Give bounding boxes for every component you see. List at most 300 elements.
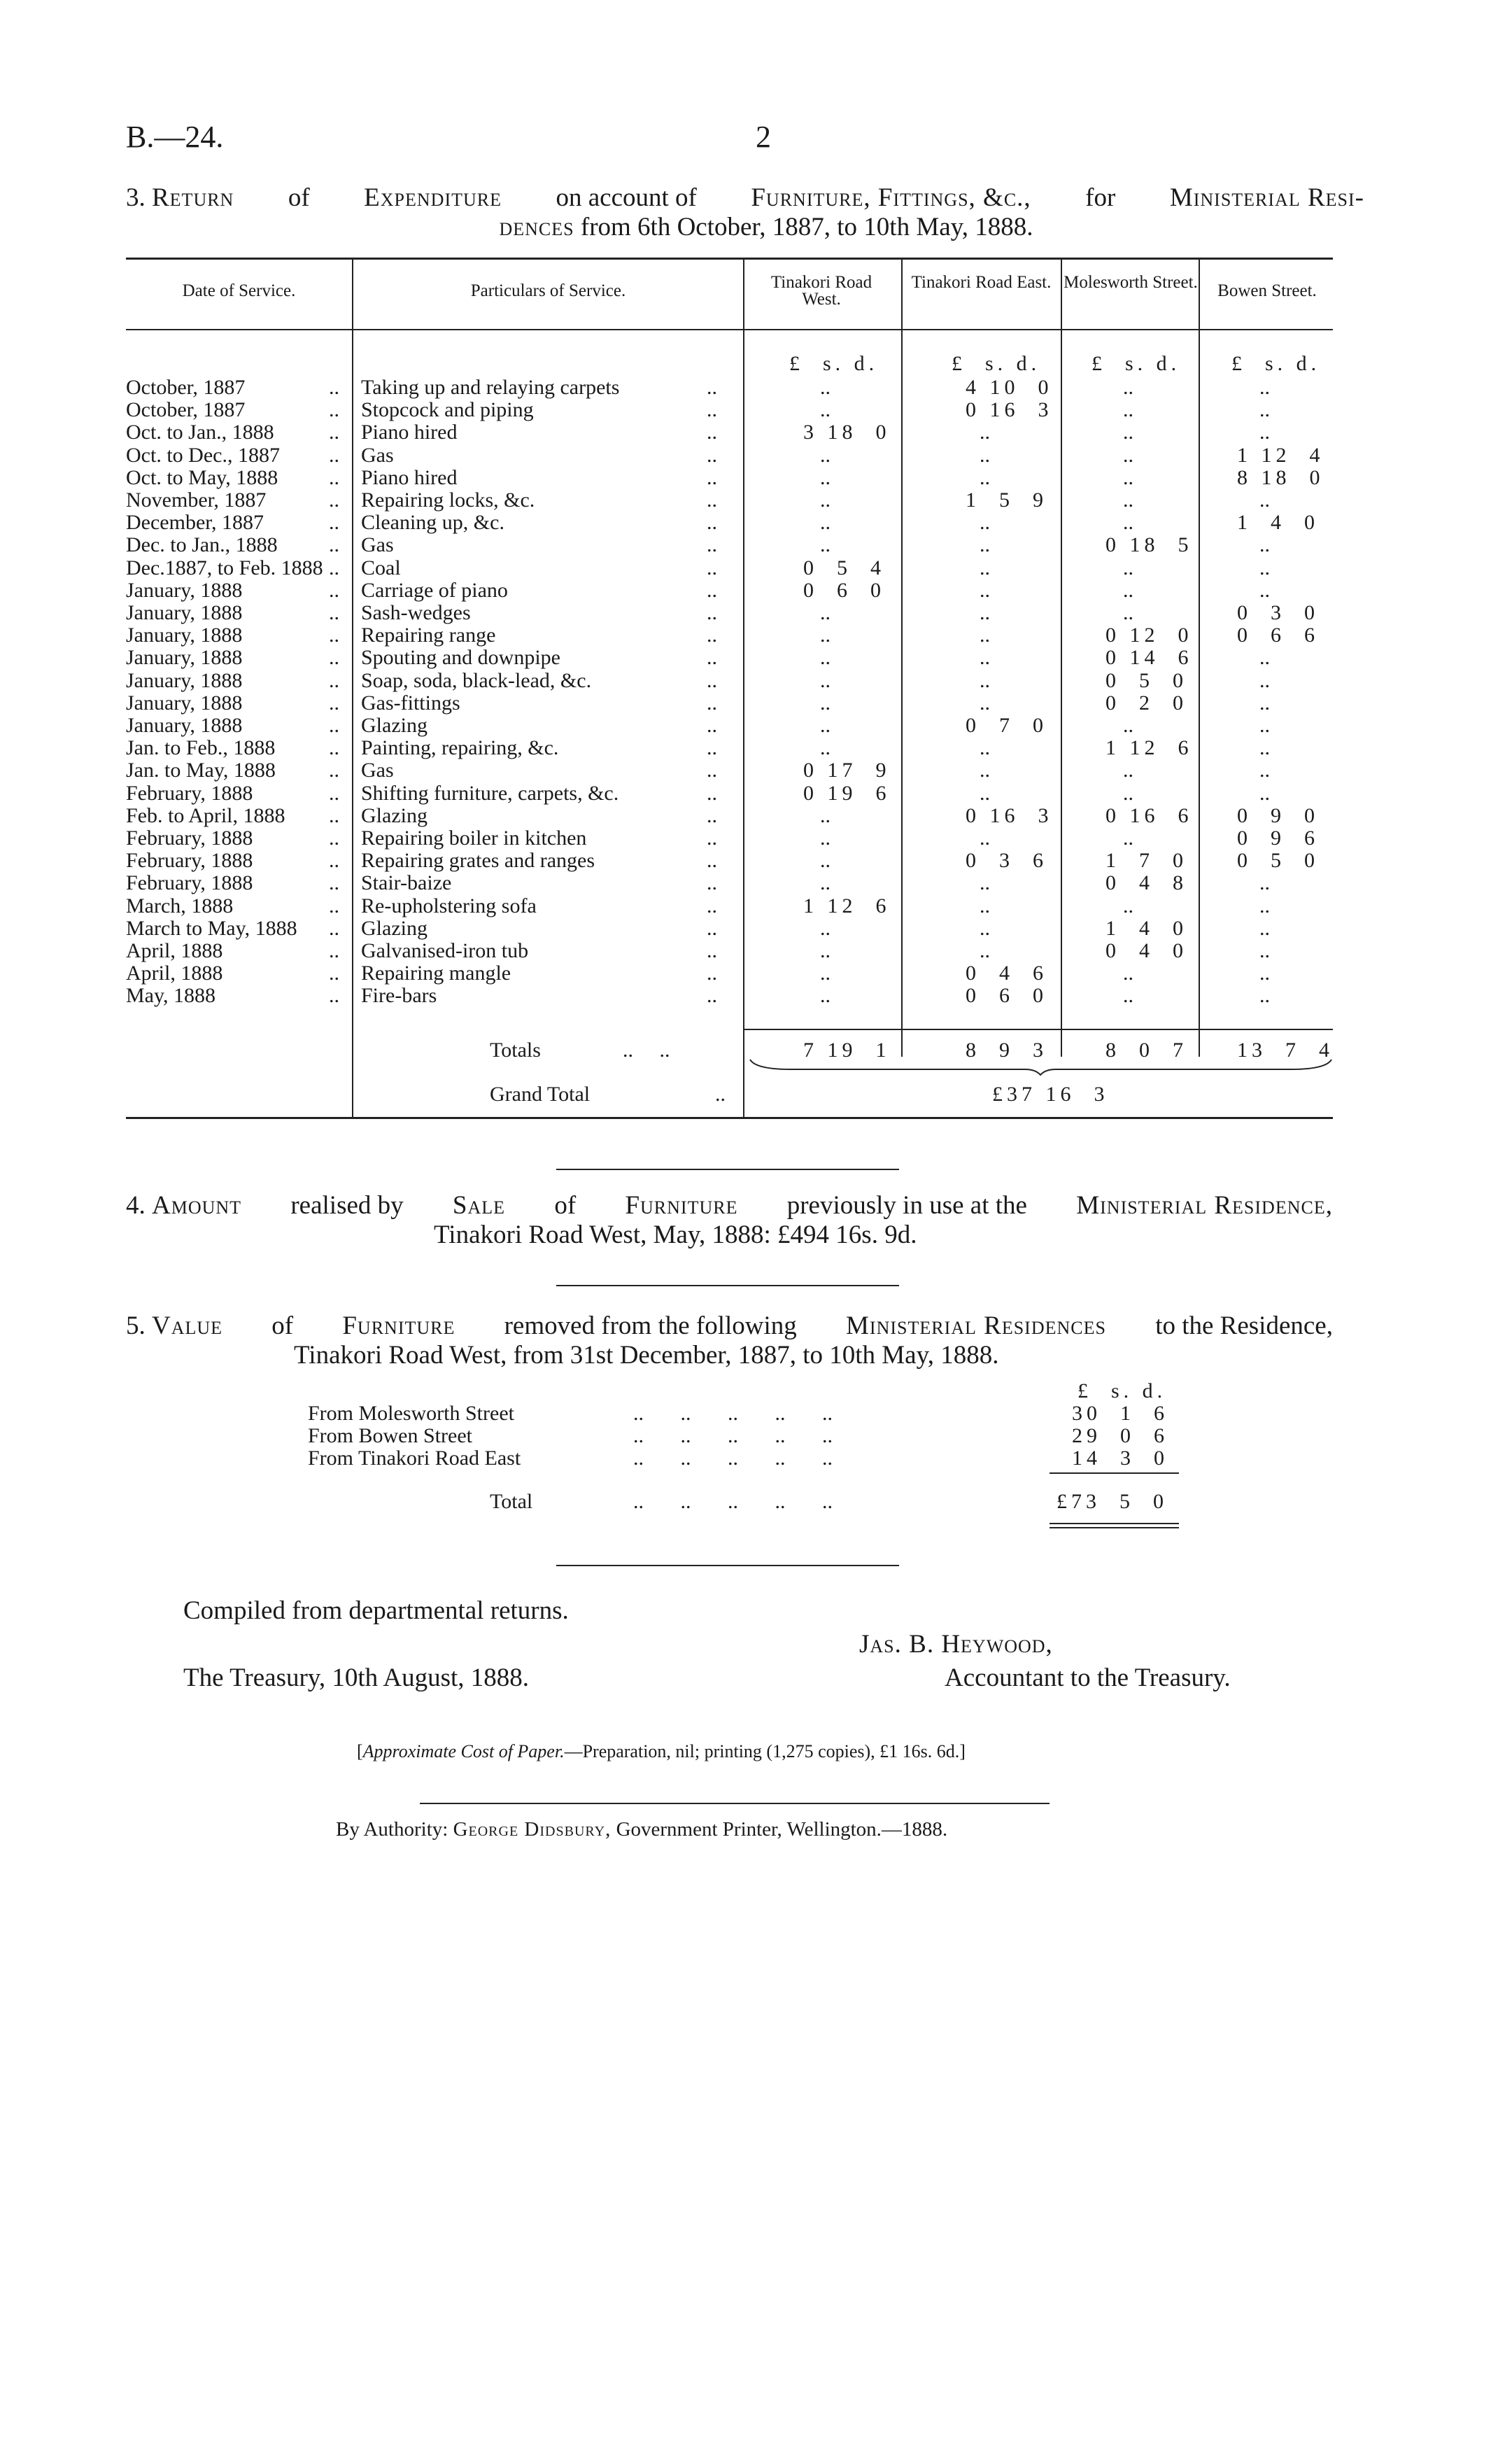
leader-dots: .. [329,939,339,962]
leader-dots: .. [329,691,339,715]
double-rule [1050,1523,1179,1524]
row-date: February, 1888 [126,849,253,872]
leader-dots: .. [329,962,339,985]
leader-dots: .. [707,646,717,669]
leader-dots: .. [329,736,339,759]
leader-dots: .. [329,533,339,556]
text-run: Tinakori Road West, May, 1888: £494 16s. 9d. [434,1221,917,1249]
leader-dots: .. [329,624,339,647]
removal-item-amount: 14 3 0 [1072,1447,1168,1470]
treasury-date: The Treasury, 10th August, 1888. [183,1663,530,1692]
leader-dots: .. [707,984,717,1007]
row-amount-w: .. [820,871,831,894]
row-particulars: Piano hired [361,466,458,489]
title-word: Expenditure [364,183,502,212]
title-word: from 6th October, 1887, to 10th May, 1888. [580,213,1033,241]
row-particulars: Taking up and relaying carpets [361,376,620,399]
row-amount-m: 1 12 6 [1105,736,1193,759]
title-word: for [1085,183,1116,212]
row-date: February, 1888 [126,782,253,805]
sum-rule [1050,1472,1179,1474]
row-amount-w: .. [820,533,831,556]
leader-dots: .. [707,917,717,940]
row-date: February, 1888 [126,871,253,894]
row-amount-w: 0 19 6 [803,782,891,805]
printer-name: George Didsbury, [453,1818,612,1841]
leader-dots: .. [707,444,717,467]
row-amount-b: .. [1259,398,1270,421]
row-amount-e: 0 16 3 [966,398,1053,421]
row-amount-m: .. [1123,556,1133,579]
row-amount-e: .. [980,511,990,534]
row-particulars: Coal [361,556,401,579]
row-amount-w: .. [820,376,831,399]
leader-dots: .. [329,826,339,850]
row-amount-b: .. [1259,984,1270,1007]
section-separator [556,1285,899,1286]
text-run: Amount [152,1191,242,1220]
currency-header: £ s. d. [1091,352,1181,375]
leader-dots: .. [715,1083,726,1106]
row-particulars: Carriage of piano [361,579,508,602]
row-amount-m: 0 12 0 [1105,624,1193,647]
table-header-rule [126,329,1333,330]
row-amount-m: .. [1123,962,1133,985]
row-amount-e: .. [980,624,990,647]
currency-header: £ s. d. [1231,352,1321,375]
leader-dots: .. [329,849,339,872]
row-amount-e: 4 10 0 [966,376,1053,399]
title-word: on account of [556,183,697,212]
row-particulars: Galvanised-iron tub [361,939,529,962]
row-particulars: Gas-fittings [361,691,460,715]
leader-dots: .. [707,736,717,759]
leader-dots: .. [707,669,717,692]
row-amount-w: .. [820,691,831,715]
row-amount-w: .. [820,398,831,421]
text-run: Value [152,1311,223,1340]
row-amount-m: .. [1123,782,1133,805]
row-amount-w: .. [820,826,831,850]
row-amount-w: 0 6 0 [803,579,885,602]
section-separator [556,1565,899,1566]
section-4-number: 4. [126,1191,146,1220]
row-date: November, 1887 [126,488,267,512]
row-amount-e: 1 5 9 [966,488,1047,512]
row-particulars: Stopcock and piping [361,398,534,421]
row-amount-m: .. [1123,601,1133,624]
leader-dots: .. [707,871,717,894]
row-date: October, 1887 [126,398,246,421]
total-molesworth: 8 0 7 [1105,1039,1187,1062]
row-amount-b: 1 12 4 [1237,444,1324,467]
row-particulars: Gas [361,444,394,467]
leader-dots: .. [329,984,339,1007]
leader-dots: .. [707,556,717,579]
signer-name: Jas. B. Heywood, [859,1630,1053,1659]
total-tinakori-east: 8 9 3 [966,1039,1047,1062]
row-amount-e: .. [980,533,990,556]
row-amount-m: .. [1123,466,1133,489]
row-date: Jan. to May, 1888 [126,759,276,782]
row-amount-m: 0 18 5 [1105,533,1193,556]
leader-dots: .. [707,511,717,534]
row-amount-e: .. [980,759,990,782]
col-divider [1061,259,1062,1057]
row-date: April, 1888 [126,962,223,985]
leader-dots: .. [707,759,717,782]
row-amount-e: .. [980,444,990,467]
row-amount-b: .. [1259,894,1270,917]
row-amount-m: .. [1123,826,1133,850]
table-top-rule [126,258,1333,260]
leader-dots: .. [329,646,339,669]
col-divider [1199,259,1200,1057]
col-divider [352,259,353,1117]
row-date: January, 1888 [126,714,243,737]
section-5-number: 5. [126,1311,146,1340]
row-amount-w: .. [820,601,831,624]
leader-dots: .. [329,601,339,624]
leader-dots: .. [329,488,339,512]
row-amount-m: .. [1123,984,1133,1007]
row-date: Dec.1887, to Feb. 1888 [126,556,323,579]
row-amount-b: 0 5 0 [1237,849,1319,872]
row-particulars: Repairing range [361,624,496,647]
leader-dots: .. [329,398,339,421]
leader-dots: .. [329,556,339,579]
signer-title: Accountant to the Treasury. [945,1663,1231,1692]
text-run: previously in use at the [786,1191,1027,1220]
row-amount-m: .. [1123,421,1133,444]
row-amount-e: .. [980,421,990,444]
row-amount-e: .. [980,601,990,624]
compiled-note: Compiled from departmental returns. [183,1596,569,1625]
leader-dots: .. [707,421,717,444]
row-amount-w: .. [820,488,831,512]
leader-dots: .. .. .. .. .. [633,1424,833,1447]
row-amount-b: .. [1259,533,1270,556]
row-amount-e: .. [980,782,990,805]
row-date: Jan. to Feb., 1888 [126,736,276,759]
row-amount-b: .. [1259,669,1270,692]
row-amount-w: 0 5 4 [803,556,885,579]
row-date: April, 1888 [126,939,223,962]
total-bowen: 13 7 4 [1237,1039,1334,1062]
leader-dots: .. [329,782,339,805]
row-date: Dec. to Jan., 1888 [126,533,278,556]
leader-dots: .. [707,398,717,421]
row-amount-b: 0 9 0 [1237,804,1319,827]
row-amount-w: .. [820,939,831,962]
row-amount-e: 0 7 0 [966,714,1047,737]
row-amount-e: .. [980,556,990,579]
row-amount-b: 0 9 6 [1237,826,1319,850]
removal-item-label: From Bowen Street [308,1424,472,1447]
row-amount-w: 1 12 6 [803,894,891,917]
row-particulars: Spouting and downpipe [361,646,560,669]
row-particulars: Shifting furniture, carpets, &c. [361,782,619,805]
authority-line [336,1818,947,1841]
row-particulars: Painting, repairing, &c. [361,736,559,759]
leader-dots: .. [329,579,339,602]
row-particulars: Gas [361,533,394,556]
leader-dots: .. .. .. .. .. [633,1447,833,1470]
removal-total-amount: £73 5 0 [1057,1490,1168,1513]
row-amount-e: .. [980,466,990,489]
leader-dots: .. [329,871,339,894]
leader-dots: .. [329,466,339,489]
grand-total-value: £37 16 3 [992,1083,1109,1106]
leader-dots: .. [707,624,717,647]
leader-dots: .. [707,579,717,602]
row-amount-b: 8 18 0 [1237,466,1324,489]
row-date: Oct. to Jan., 1888 [126,421,274,444]
cost-note: [Approximate Cost of Paper.—Preparation, nil; printing (1,275 copies), £1 16s. 6d.] [357,1741,966,1761]
row-amount-m: .. [1123,579,1133,602]
row-particulars: Glazing [361,714,428,737]
row-particulars: Repairing locks, &c. [361,488,535,512]
col-header-molesworth: Molesworth Street. [1064,273,1198,292]
text-run: Furniture [625,1191,738,1220]
text-run: Sale [452,1191,506,1220]
row-amount-m: 0 16 6 [1105,804,1193,827]
row-amount-e: .. [980,917,990,940]
row-amount-b: .. [1259,736,1270,759]
row-amount-b: .. [1259,782,1270,805]
row-amount-m: 0 5 0 [1105,669,1187,692]
row-amount-e: .. [980,579,990,602]
section-3-title [126,183,1364,242]
row-amount-m: .. [1123,444,1133,467]
leader-dots: .. [329,804,339,827]
row-amount-b: .. [1259,421,1270,444]
col-divider [743,259,744,1117]
row-date: Feb. to April, 1888 [126,804,285,827]
leader-dots: .. [329,917,339,940]
row-amount-w: .. [820,804,831,827]
leader-dots: .. [707,826,717,850]
row-particulars: Repairing boiler in kitchen [361,826,587,850]
row-amount-e: .. [980,894,990,917]
col-divider [901,259,903,1057]
row-amount-m: 0 2 0 [1105,691,1187,715]
row-amount-w: .. [820,984,831,1007]
row-amount-m: .. [1123,398,1133,421]
row-amount-w: .. [820,917,831,940]
leader-dots: .. [707,804,717,827]
row-particulars: Glazing [361,917,428,940]
leader-dots: .. [329,669,339,692]
leader-dots: .. [329,759,339,782]
row-amount-m: 0 14 6 [1105,646,1193,669]
row-amount-w: .. [820,849,831,872]
row-date: January, 1888 [126,601,243,624]
leader-dots: .. [707,939,717,962]
row-date: May, 1888 [126,984,216,1007]
col-header-particulars: Particulars of Service. [470,281,626,300]
title-word: Return [152,183,234,212]
row-amount-w: 3 18 0 [803,421,891,444]
leader-dots: .. [329,894,339,917]
total-tinakori-west: 7 19 1 [803,1039,891,1062]
row-amount-m: .. [1123,511,1133,534]
row-amount-e: .. [980,871,990,894]
totals-rule [743,1029,1333,1030]
row-amount-e: 0 3 6 [966,849,1047,872]
row-amount-m: .. [1123,488,1133,512]
row-amount-b: .. [1259,939,1270,962]
row-amount-m: .. [1123,894,1133,917]
leader-dots: .. [707,894,717,917]
currency-header: £ s. d. [1078,1379,1167,1402]
row-amount-w: .. [820,714,831,737]
col-header-tinakori-west: Tinakori Road West. [770,273,872,309]
row-date: December, 1887 [126,511,264,534]
leader-dots: .. .. .. .. .. [633,1402,833,1425]
section-3-number: 3. [126,183,146,212]
title-word: of [288,183,310,212]
title-word: Furniture, Fittings, &c., [751,183,1031,212]
row-amount-b: 0 6 6 [1237,624,1319,647]
row-date: January, 1888 [126,691,243,715]
row-amount-w: .. [820,624,831,647]
text-run: Ministerial Residence, [1076,1191,1333,1220]
title-word: dences [499,213,574,241]
row-amount-b: 0 3 0 [1237,601,1319,624]
row-particulars: Soap, soda, black-lead, &c. [361,669,592,692]
leader-dots: .. [707,488,717,512]
row-amount-w: .. [820,669,831,692]
authority-prefix: By Authority: [336,1818,448,1841]
text-run: of [554,1191,577,1220]
row-amount-b: .. [1259,691,1270,715]
leader-dots: .. [707,601,717,624]
row-date: January, 1888 [126,646,243,669]
leader-dots: .. [707,962,717,985]
row-amount-b: .. [1259,871,1270,894]
row-date: February, 1888 [126,826,253,850]
leader-dots: .. [707,849,717,872]
leader-dots: .. [707,691,717,715]
leader-dots: .. [329,714,339,737]
row-amount-e: .. [980,646,990,669]
row-particulars: Repairing grates and ranges [361,849,595,872]
section-4-text [126,1191,1333,1250]
row-particulars: Sash-wedges [361,601,471,624]
grand-total-brace [749,1058,1333,1076]
text-run: to the Residence, [1155,1311,1333,1340]
leader-dots: .. [707,714,717,737]
leader-dots: .. [329,421,339,444]
row-date: January, 1888 [126,669,243,692]
page-number: 2 [756,120,771,154]
text-run: Ministerial Residences [846,1311,1106,1340]
row-amount-w: .. [820,466,831,489]
row-amount-e: 0 6 0 [966,984,1047,1007]
row-amount-b: .. [1259,646,1270,669]
row-amount-e: .. [980,691,990,715]
col-header-tinakori-east: Tinakori Road East. [911,273,1052,292]
row-date: Oct. to Dec., 1887 [126,444,280,467]
row-date: October, 1887 [126,376,246,399]
row-amount-b: .. [1259,556,1270,579]
row-amount-w: .. [820,646,831,669]
row-amount-b: .. [1259,579,1270,602]
leader-dots: .. [329,444,339,467]
document-reference: B.—24. [126,120,224,154]
leader-dots: .. [707,376,717,399]
col-header-date: Date of Service. [182,281,296,300]
cost-note-rest: —Preparation, nil; printing (1,275 copies), £1 16s. 6d. [564,1741,960,1761]
row-amount-m: 1 7 0 [1105,849,1187,872]
row-amount-m: .. [1123,759,1133,782]
row-amount-b: .. [1259,917,1270,940]
row-particulars: Piano hired [361,421,458,444]
row-date: January, 1888 [126,624,243,647]
currency-header: £ s. d. [952,352,1041,375]
row-date: March, 1888 [126,894,234,917]
row-amount-m: .. [1123,376,1133,399]
totals-label: Totals [490,1039,541,1062]
row-amount-b: .. [1259,759,1270,782]
row-date: Oct. to May, 1888 [126,466,278,489]
row-amount-m: 0 4 8 [1105,871,1187,894]
leader-dots: .. [707,533,717,556]
row-amount-b: 1 4 0 [1237,511,1319,534]
col-header-bowen: Bowen Street. [1217,281,1317,300]
double-rule [1050,1527,1179,1528]
authority-rest: Government Printer, Wellington.—1888. [616,1818,948,1841]
cost-note-italic: Approximate Cost of Paper. [362,1741,565,1761]
grand-total-label: Grand Total [490,1083,591,1106]
table-bottom-rule [126,1117,1333,1119]
row-particulars: Fire-bars [361,984,437,1007]
row-particulars: Stair-baize [361,871,452,894]
row-amount-m: .. [1123,714,1133,737]
section-separator [556,1169,899,1170]
removal-item-amount: 29 0 6 [1072,1424,1168,1447]
section-5-text [126,1311,1333,1370]
row-amount-w: 0 17 9 [803,759,891,782]
leader-dots: .. [329,511,339,534]
removal-item-label: From Molesworth Street [308,1402,514,1425]
row-amount-w: .. [820,444,831,467]
row-amount-e: .. [980,939,990,962]
row-amount-b: .. [1259,488,1270,512]
text-run: of [271,1311,294,1340]
authority-rule [420,1803,1050,1804]
row-particulars: Re-upholstering sofa [361,894,537,917]
row-amount-e: .. [980,736,990,759]
row-amount-e: .. [980,669,990,692]
text-run: Tinakori Road West, from 31st December, 1887, to 10th May, 1888. [294,1341,999,1370]
leader-dots: .. [329,376,339,399]
row-particulars: Repairing mangle [361,962,511,985]
text-run: realised by [290,1191,404,1220]
row-amount-m: 0 4 0 [1105,939,1187,962]
row-amount-b: .. [1259,962,1270,985]
row-amount-w: .. [820,736,831,759]
leader-dots: .. [707,466,717,489]
row-amount-e: 0 16 3 [966,804,1053,827]
row-amount-w: .. [820,962,831,985]
leader-dots: .. .. [623,1039,670,1062]
currency-header: £ s. d. [789,352,879,375]
leader-dots: .. .. .. .. .. [633,1490,833,1513]
removal-item-amount: 30 1 6 [1072,1402,1168,1425]
removal-item-label: From Tinakori Road East [308,1447,521,1470]
